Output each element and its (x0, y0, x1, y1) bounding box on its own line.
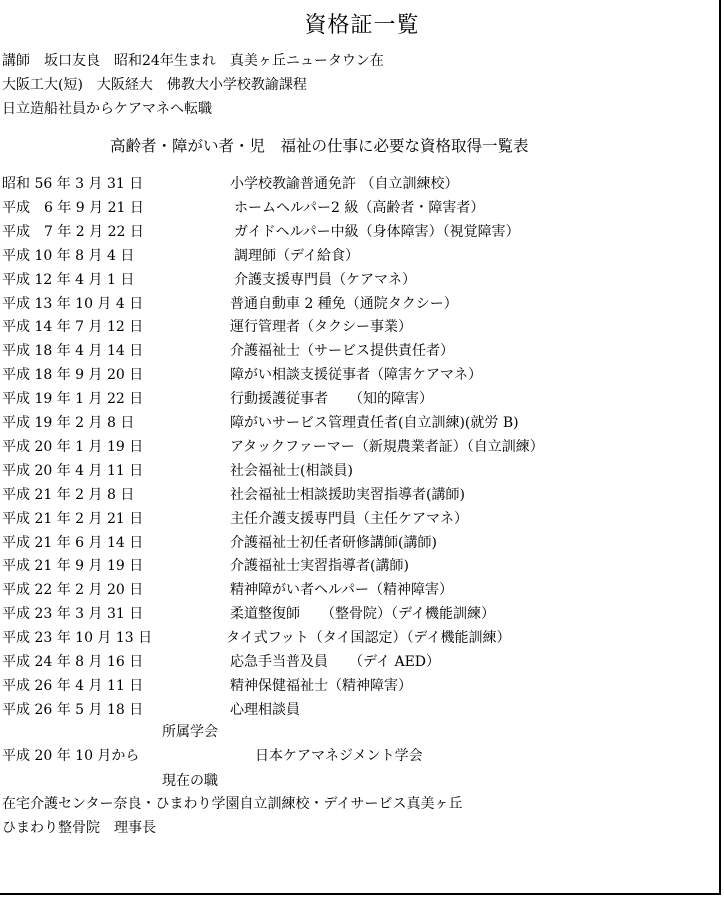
qualification-date: 平成 26 年 4 月 11 日 (2, 677, 144, 694)
qualification-date: 平成 14 年 7 月 12 日 (2, 319, 144, 336)
qualification-row (2, 555, 702, 577)
qualification-name: 社会福祉士(相談員) (230, 462, 353, 479)
qualification-row (2, 412, 702, 434)
qualification-row (2, 627, 702, 649)
qualification-date: 平成 21 年 9 月 19 日 (2, 558, 144, 575)
qualification-name: 応急手当普及員 （デイ AED） (230, 654, 441, 670)
qualification-date: 平成 10 年 8 月 4 日 (2, 247, 135, 264)
qualification-name: 社会福祉士相談援助実習指導者(講師) (230, 486, 465, 503)
current-job-heading: 現在の職 (162, 773, 218, 789)
qualification-row (2, 603, 702, 625)
society-date: 平成 20 年 10 月から (2, 748, 140, 764)
qualification-row (2, 651, 702, 673)
society-name: 日本ケアマネジメント学会 (255, 748, 423, 764)
qualification-name: 調理師（デイ給食） (234, 247, 360, 264)
qualification-date: 平成 20 年 4 月 11 日 (2, 462, 144, 479)
qualification-date: 平成 21 年 2 月 8 日 (2, 486, 135, 503)
qualification-row (2, 508, 702, 530)
qualification-date: 平成 12 年 4 月 1 日 (2, 271, 135, 288)
qualification-row (2, 675, 702, 697)
qualification-name: 精神保健福祉士（精神障害） (230, 677, 412, 694)
current-job-line: ひまわり整骨院 理事長 (2, 820, 156, 836)
list-subtitle: 高齢者・障がい者・児 福祉の仕事に必要な資格取得一覧表 (110, 137, 529, 155)
qualification-date: 平成 22 年 2 月 20 日 (2, 582, 144, 599)
qualification-date: 平成 20 年 1 月 19 日 (2, 438, 144, 455)
society-heading: 所属学会 (162, 724, 218, 740)
qualification-date: 平成 21 年 2 月 21 日 (2, 510, 144, 527)
qualification-date: 平成 26 年 5 月 18 日 (2, 701, 144, 718)
qualification-date: 平成 23 年 10 月 13 日 (2, 630, 153, 647)
qualification-date: 平成 18 年 9 月 20 日 (2, 367, 144, 384)
qualification-row (2, 388, 702, 410)
qualification-row (2, 173, 702, 195)
page-title: 資格証一覧 (304, 13, 420, 38)
qualification-row (2, 340, 702, 362)
qualification-row (2, 532, 702, 554)
qualification-name: タイ式フット（タイ国認定）（デイ機能訓練） (226, 630, 511, 647)
qualification-row (2, 436, 702, 458)
qualification-name: 主任介護支援専門員（主任ケアマネ） (230, 510, 468, 527)
qualification-date: 平成 19 年 1 月 22 日 (2, 391, 144, 408)
profile-line: 大阪工大(短) 大阪経大 佛教大小学校教諭課程 (2, 77, 307, 93)
qualification-date: 平成 6 年 9 月 21 日 (2, 199, 144, 216)
qualification-date: 平成 21 年 6 月 14 日 (2, 534, 144, 551)
qualification-name: 精神障がい者ヘルパー（精神障害） (230, 582, 454, 599)
qualification-row (2, 269, 702, 291)
qualification-row (2, 316, 702, 338)
qualification-row (2, 699, 702, 721)
qualification-name: 障がい相談支援従事者（障害ケアマネ） (230, 367, 482, 384)
qualification-row (2, 293, 702, 315)
qualification-name: 介護福祉士初任者研修講師(講師) (230, 534, 437, 551)
qualification-name: ガイドヘルパー中級（身体障害）（視覚障害） (234, 223, 520, 240)
qualification-name: 障がいサービス管理責任者(自立訓練)(就労 B) (230, 415, 519, 431)
qualification-name: 小学校教諭普通免許 （自立訓練校） (230, 176, 459, 192)
qualification-date: 平成 13 年 10 月 4 日 (2, 295, 144, 312)
qualification-date: 平成 23 年 3 月 31 日 (2, 606, 144, 623)
qualification-date: 平成 7 年 2 月 22 日 (2, 223, 144, 240)
qualification-row (2, 484, 702, 506)
current-job-line: 在宅介護センター奈良・ひまわり学園自立訓練校・デイサービス真美ヶ丘 (2, 796, 463, 812)
qualification-name: 行動援護従事者 （知的障害） (230, 391, 433, 408)
qualification-name: アタックファーマー（新規農業者証）（自立訓練） (230, 438, 544, 455)
qualification-name: 介護支援専門員（ケアマネ） (234, 271, 416, 288)
qualification-row (2, 460, 702, 482)
qualification-name: 普通自動車 2 種免（通院タクシー） (230, 295, 458, 312)
qualification-row (2, 197, 702, 219)
qualification-row (2, 245, 702, 267)
profile-line: 講師 坂口友良 昭和24年生まれ 真美ヶ丘ニュータウン在 (2, 53, 384, 69)
qualification-row (2, 221, 702, 243)
qualification-name: 柔道整復師 （整骨院）（デイ機能訓練） (230, 606, 496, 623)
qualification-name: 運行管理者（タクシー事業） (230, 319, 412, 336)
qualification-row (2, 579, 702, 601)
qualification-name: ホームヘルパー2 級（高齢者・障害者） (234, 199, 485, 216)
qualification-date: 平成 24 年 8 月 16 日 (2, 654, 144, 670)
qualification-name: 心理相談員 (230, 701, 300, 718)
qualification-row (2, 364, 702, 386)
qualification-date: 平成 19 年 2 月 8 日 (2, 415, 135, 431)
qualification-date: 平成 18 年 4 月 14 日 (2, 343, 144, 360)
qualification-name: 介護福祉士（サービス提供責任者） (230, 343, 454, 360)
qualification-date: 昭和 56 年 3 月 31 日 (2, 176, 144, 192)
qualification-name: 介護福祉士実習指導者(講師) (230, 558, 409, 575)
profile-line: 日立造船社員からケアマネへ転職 (2, 101, 212, 117)
